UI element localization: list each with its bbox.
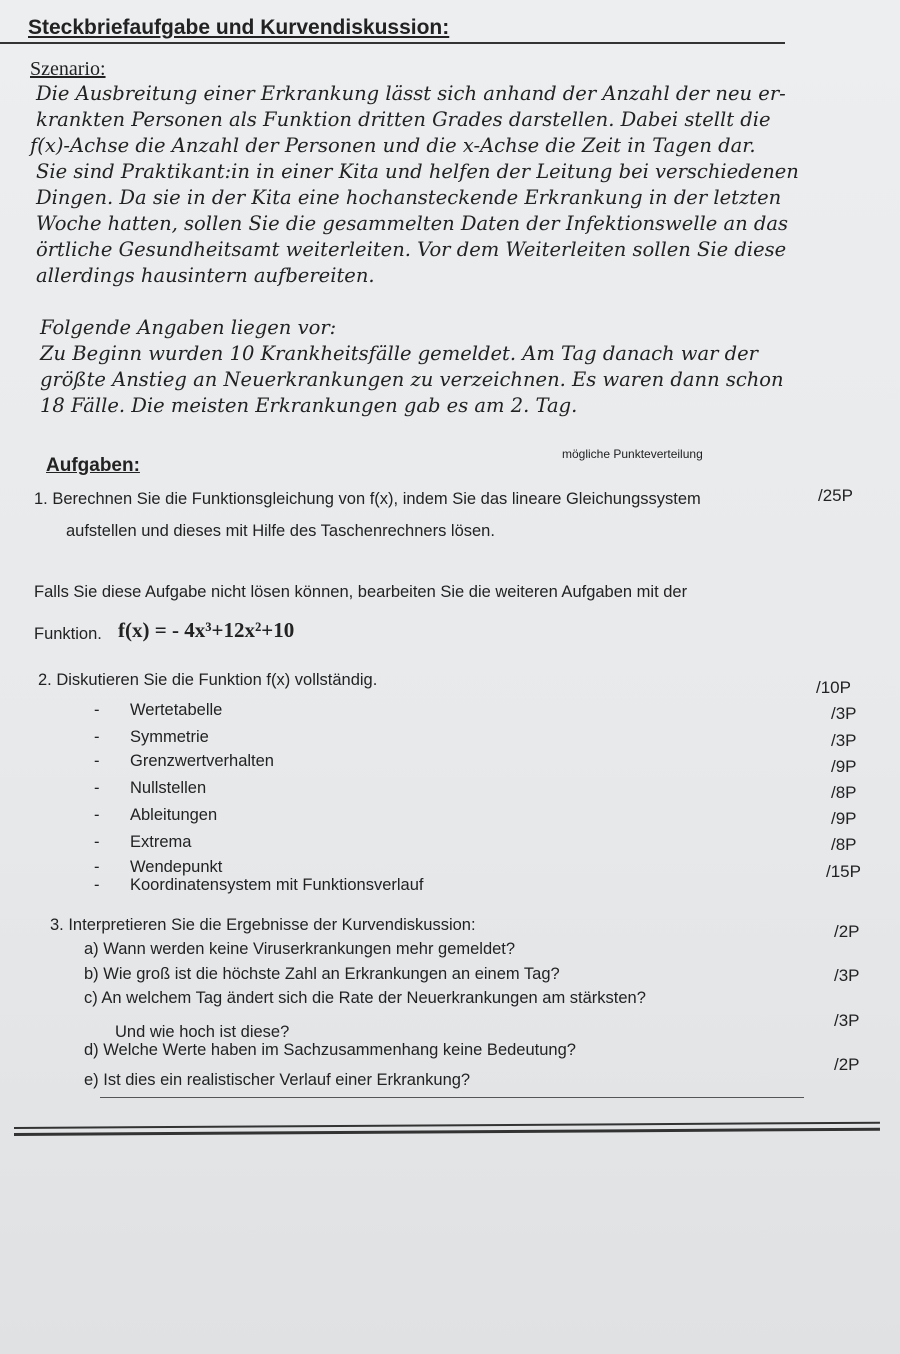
task2-item: - Symmetrie	[94, 728, 209, 746]
task3-a: a) Wann werden keine Viruserkrankungen mehr gemeldet?	[84, 940, 516, 958]
task2-item: - Koordinatensystem mit Funktionsverlauf	[94, 876, 424, 894]
task3-points: /3P	[834, 966, 860, 985]
task2-item: - Wertetabelle	[94, 701, 223, 719]
task3-c: c) An welchem Tag ändert sich die Rate der Neuerkrankungen am stärksten?	[84, 989, 646, 1007]
task2-item: - Extrema	[94, 833, 192, 851]
end-divider	[14, 1128, 880, 1136]
fallback-line1: Falls Sie diese Aufgabe nicht lösen können, bearbeiten Sie die weiteren Aufgaben mit der	[34, 583, 688, 601]
task2-item-points: /3P	[831, 731, 857, 750]
given-line: 18 Fälle. Die meisten Erkrankungen gab es am 2. Tag.	[40, 394, 578, 417]
given-line: größte Anstieg an Neuerkrankungen zu verzeichnen. Es waren dann schon	[40, 368, 784, 391]
task1-line1: 1. Berechnen Sie die Funktionsgleichung von f(x), indem Sie das lineare Gleichungssystem	[34, 490, 701, 508]
task3-points: /3P	[834, 1011, 860, 1030]
title-divider	[0, 42, 785, 44]
task2-item-points: /9P	[831, 809, 857, 828]
task2-points: /10P	[816, 678, 851, 697]
scenario-line: f(x)-Achse die Anzahl der Personen und die x-Achse die Zeit in Tagen dar.	[30, 134, 756, 157]
given-heading: Folgende Angaben liegen vor:	[40, 316, 337, 339]
task1-line2: aufstellen und dieses mit Hilfe des Taschenrechners lösen.	[66, 522, 495, 540]
section-divider	[100, 1097, 804, 1098]
task3-c-followup: Und wie hoch ist diese?	[115, 1023, 290, 1041]
fallback-prefix: Funktion.	[34, 625, 102, 643]
scenario-line: krankten Personen als Funktion dritten Grades darstellen. Dabei stellt die	[36, 108, 771, 131]
task2-item-points: /8P	[831, 835, 857, 854]
scenario-line: Sie sind Praktikant:in in einer Kita und helfen der Leitung bei verschiedenen	[36, 160, 799, 183]
scenario-line: örtliche Gesundheitsamt weiterleiten. Vor dem Weiterleiten sollen Sie diese	[36, 238, 787, 261]
scenario-label: Szenario:	[30, 58, 106, 80]
given-line: Zu Beginn wurden 10 Krankheitsfälle gemeldet. Am Tag danach war der	[40, 342, 758, 365]
task3-heading: 3. Interpretieren Sie die Ergebnisse der Kurvendiskussion:	[50, 916, 476, 934]
task2-item-points: /8P	[831, 783, 857, 802]
task1-points: /25P	[818, 486, 853, 505]
task2-item: - Nullstellen	[94, 779, 207, 797]
task3-points: /2P	[834, 1055, 860, 1074]
task3-points: /2P	[834, 922, 860, 941]
scenario-line: Woche hatten, sollen Sie die gesammelten Daten der Infektionswelle an das	[36, 212, 788, 235]
tasks-heading: Aufgaben:	[46, 455, 140, 476]
task2-item: - Ableitungen	[94, 806, 218, 824]
scenario-line: Dingen. Da sie in der Kita eine hochansteckende Erkrankung in der letzten	[36, 186, 782, 209]
fallback-formula: f(x) = - 4x³+12x²+10	[118, 618, 295, 642]
scenario-line: allerdings hausintern aufbereiten.	[36, 264, 375, 287]
scenario-line: Die Ausbreitung einer Erkrankung lässt sich anhand der Anzahl der neu er-	[36, 82, 786, 105]
task2-item: - Wendepunkt	[94, 858, 223, 876]
task3-b: b) Wie groß ist die höchste Zahl an Erkrankungen an einem Tag?	[84, 965, 560, 983]
task2-heading: 2. Diskutieren Sie die Funktion f(x) vollständig.	[38, 671, 378, 689]
task2-item: - Grenzwertverhalten	[94, 752, 274, 770]
task2-item-points: /15P	[826, 862, 861, 881]
page-title: Steckbriefaufgabe und Kurvendiskussion:	[28, 16, 450, 39]
task2-item-points: /9P	[831, 757, 857, 776]
task3-d: d) Welche Werte haben im Sachzusammenhang keine Bedeutung?	[84, 1041, 576, 1059]
task2-item-points: /3P	[831, 704, 857, 723]
points-heading: mögliche Punkteverteilung	[562, 447, 703, 461]
task3-e: e) Ist dies ein realistischer Verlauf einer Erkrankung?	[84, 1071, 471, 1089]
